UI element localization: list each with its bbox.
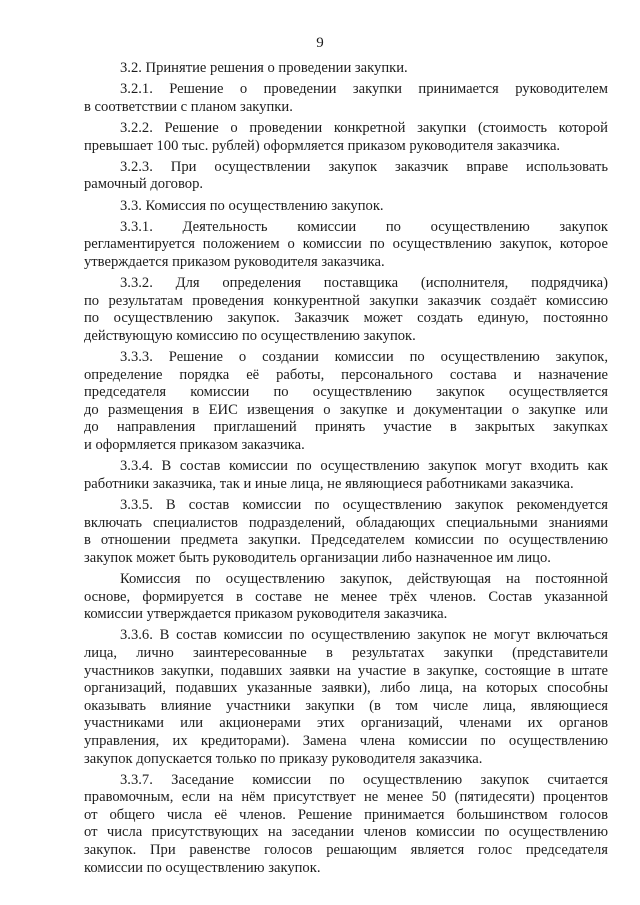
text-line: комиссии утверждается приказом руководителя заказчика. [84, 606, 448, 623]
text-line: Комиссия по осуществлению закупок, действующая на постоянной [120, 570, 608, 587]
text-line: 3.3.6. В состав комиссии по осуществлению закупок не могут включаться [120, 627, 608, 644]
paragraph [84, 571, 608, 624]
text-line: в соответствии с планом закупки. [84, 98, 293, 115]
text-line: 3.2. Принятие решения о проведении закупки. [120, 60, 408, 76]
text-line: участников закупки, подавших заявки на участие в закупке, состоящие в штате [84, 662, 608, 679]
document-body [84, 60, 608, 881]
paragraph [84, 627, 608, 768]
paragraph [84, 219, 608, 272]
text-line: и оформляется приказом заказчика. [84, 437, 305, 454]
text-line: превышает 100 тыс. рублей) оформляется приказом руководителя заказчика. [84, 137, 561, 154]
paragraph [84, 275, 608, 345]
text-line: закупок допускается только по приказу руководителя заказчика. [84, 750, 483, 767]
text-line: 3.2.2. Решение о проведении конкретной закупки (стоимость которой [120, 119, 608, 136]
text-line: основе, формируется в составе не менее трёх членов. Состав указанной [84, 588, 608, 605]
text-line: от числа присутствующих на заседании членов комиссии по осуществлению [84, 824, 608, 841]
text-line: в отношении предмета закупки. Председателем комиссии по осуществлению [84, 532, 608, 549]
paragraph [84, 60, 608, 78]
text-line: комиссии по осуществлению закупок. [84, 859, 321, 876]
paragraph [84, 497, 608, 567]
paragraph [84, 198, 608, 216]
text-line: по осуществлению закупок. Заказчик может создать единую, постоянно [84, 310, 608, 327]
paragraph [84, 772, 608, 878]
text-line: управления, их кредиторами). Замена члена комиссии по осуществлению [84, 732, 608, 749]
text-line: до размещения в ЕИС извещения о закупке и документации о закупке или [84, 401, 608, 418]
text-line: действующую комиссию по осуществлению закупок. [84, 327, 416, 344]
text-line: 3.2.1. Решение о проведении закупки принимается руководителем [120, 81, 608, 98]
text-line: 3.3.1. Деятельность комиссии по осуществлению закупок [120, 218, 608, 235]
text-line: утверждается приказом руководителя заказчика. [84, 253, 385, 270]
text-line: 3.3. Комиссия по осуществлению закупок. [120, 197, 384, 214]
text-line: 3.3.7. Заседание комиссии по осуществлению закупок считается [120, 771, 608, 788]
text-line: регламентируется положением о комиссии по осуществлению закупок, которое [84, 236, 608, 253]
text-line: 3.3.5. В состав комиссии по осуществлению закупок рекомендуется [120, 497, 608, 513]
text-line: от общего числа её членов. Решение принимается большинством голосов [84, 806, 608, 823]
text-line: закупок. При равенстве голосов решающим является голос председателя [84, 842, 608, 859]
paragraph [84, 458, 608, 493]
text-line: 3.3.3. Решение о создании комиссии по осуществлению закупок, [120, 349, 608, 366]
text-line: работники заказчика, так и иные лица, не являющиеся работниками заказчика. [84, 475, 574, 492]
text-line: 3.2.3. При осуществлении закупок заказчик вправе использовать [120, 158, 608, 175]
paragraph [84, 159, 608, 194]
paragraph [84, 81, 608, 116]
text-line: до направления приглашений принять участие в закрытых закупках [84, 419, 608, 436]
text-line: участниками или акционерами этих организаций, членами их органов [84, 715, 608, 732]
text-line: председателя комиссии по осуществлению закупок осуществляется [84, 384, 608, 401]
text-line: оказывать влияние участники закупки (в том числе лица, являющиеся [84, 697, 608, 714]
text-line: рамочный договор. [84, 176, 204, 193]
text-line: организаций, подавших указанные заявки), либо лица, на которых способны [84, 680, 608, 697]
text-line: включать специалистов подразделений, обладающих специальными знаниями [84, 514, 608, 531]
text-line: 3.3.4. В состав комиссии по осуществлению закупок могут входить как [120, 458, 608, 475]
text-line: правомочным, если на нём присутствует не менее 50 (пятидесяти) процентов [84, 789, 608, 806]
text-line: 3.3.2. Для определения поставщика (исполнителя, подрядчика) [120, 275, 608, 292]
text-line: лица, лично заинтересованные в результатах закупки (представители [84, 644, 608, 661]
text-line: по результатам проведения конкурентной закупки заказчик создаёт комиссию [84, 292, 608, 309]
paragraph [84, 120, 608, 155]
paragraph [84, 349, 608, 455]
page-number: 9 [316, 35, 324, 51]
text-line: закупок может быть руководитель организации либо назначенное им лицо. [84, 549, 551, 566]
text-line: определение порядка её работы, персонального состава и назначение [84, 366, 608, 383]
